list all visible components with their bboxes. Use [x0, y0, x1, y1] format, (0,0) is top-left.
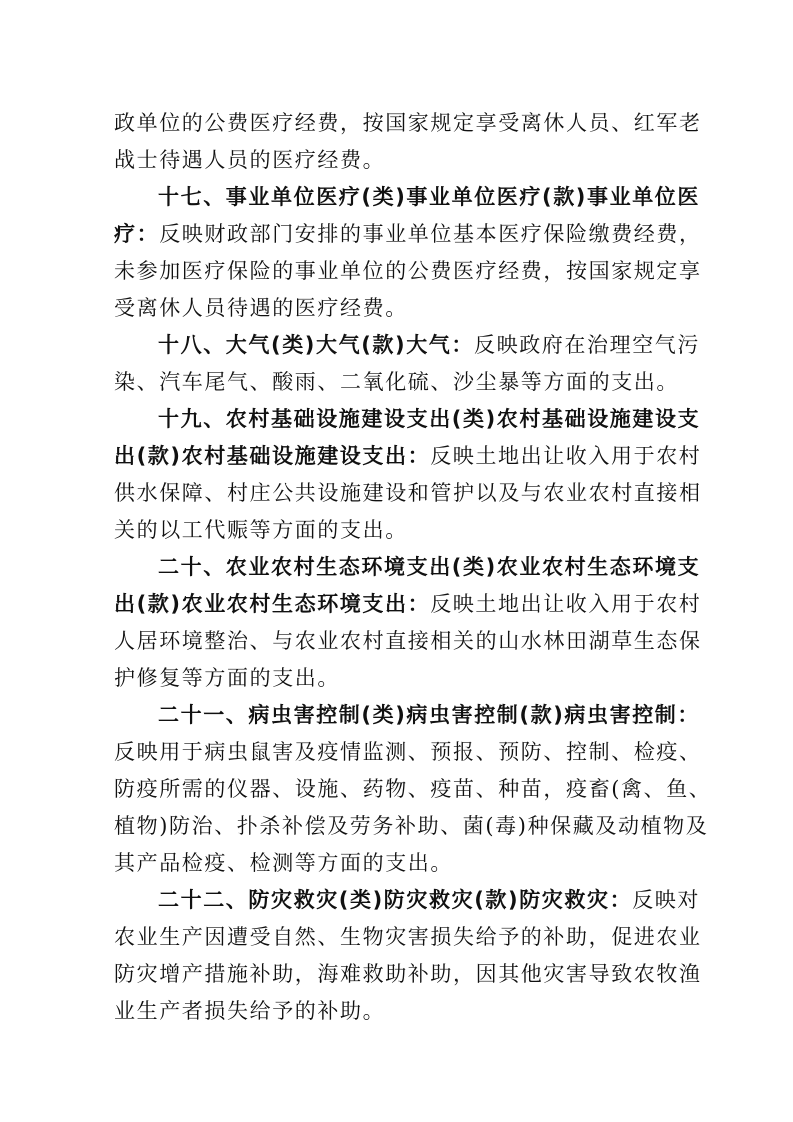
- text-line: [114, 441, 702, 471]
- line-body: 防疫所需的仪器、设施、药物、疫苗、种苗，疫畜(禽、鱼、: [114, 777, 712, 801]
- line-body: 人居环境整治、与农业农村直接相关的山水林田湖草生态保: [114, 629, 702, 653]
- line-body: 反映土地出让收入用于农村: [430, 444, 702, 468]
- line-body: 反映土地出让收入用于农村: [430, 592, 702, 616]
- line-body: 反映财政部门安排的事业单位基本医疗保险缴费经费，: [159, 222, 702, 246]
- line-heading: 十七、事业单位医疗(类)事业单位医疗(款)事业单位医: [158, 185, 700, 209]
- text-line: [114, 367, 689, 397]
- line-body: 护修复等方面的支出。: [114, 666, 340, 690]
- section-18-heading: [158, 330, 733, 360]
- line-body: 其产品检疫、检测等方面的支出。: [114, 851, 453, 875]
- line-heading: 二十、农业农村生态环境支出(类)农业农村生态环境支: [158, 555, 701, 579]
- text-line: [114, 108, 702, 138]
- text-line: [114, 811, 709, 841]
- line-body: 未参加医疗保险的事业单位的公费医疗经费，按国家规定享: [114, 259, 702, 283]
- line-body: 反映政府在治理空气污: [474, 333, 700, 357]
- line-body: 染、汽车尾气、酸雨、二氧化硫、沙尘暴等方面的支出。: [114, 370, 679, 394]
- line-body: 受离休人员待遇的医疗经费。: [114, 296, 408, 320]
- text-line: [114, 959, 702, 989]
- text-line: [114, 663, 689, 693]
- line-body: 农业生产因遭受自然、生物灾害损失给予的补助，促进农业: [114, 925, 702, 949]
- line-heading: 十九、农村基础设施建设支出(类)农村基础设施建设支: [158, 407, 701, 431]
- text-line: [114, 219, 702, 249]
- line-heading: 出(款)农业农村生态环境支出：: [114, 592, 431, 616]
- section-20-heading: [158, 552, 733, 582]
- line-body: 业生产者损失给予的补助。: [114, 999, 386, 1023]
- text-line: [114, 478, 702, 508]
- line-heading: 十八、大气(类)大气(款)大气：: [158, 333, 474, 357]
- text-line: [114, 774, 712, 804]
- section-22-heading: [158, 885, 733, 915]
- text-line: [114, 848, 689, 878]
- line-body: 防灾增产措施补助，海难救助补助，因其他灾害导致农牧渔: [114, 962, 702, 986]
- line-body: 关的以工代赈等方面的支出。: [114, 518, 408, 542]
- section-19-heading: [158, 404, 733, 434]
- line-heading: 二十二、防灾救灾(类)防灾救灾(款)防灾救灾：: [158, 888, 633, 912]
- line-heading: 二十一、病虫害控制(类)病虫害控制(款)病虫害控制：: [158, 703, 700, 727]
- line-body: 政单位的公费医疗经费，按国家规定享受离休人员、红军老: [114, 111, 702, 135]
- text-line: [114, 626, 702, 656]
- line-body: 战士待遇人员的医疗经费。: [114, 148, 386, 172]
- line-body: 反映用于病虫鼠害及疫情监测、预报、预防、控制、检疫、: [114, 740, 702, 764]
- section-17-heading: [158, 182, 733, 212]
- line-body: 反映对: [632, 888, 701, 912]
- text-line: [114, 515, 689, 545]
- text-line: [114, 256, 702, 286]
- line-heading: 疗：: [114, 222, 160, 246]
- text-line: [114, 589, 702, 619]
- text-line: [114, 922, 702, 952]
- text-line: [114, 996, 689, 1026]
- text-line: [114, 737, 702, 767]
- line-body: 供水保障、村庄公共设施建设和管护以及与农业农村直接相: [114, 481, 702, 505]
- line-body: 植物)防治、扑杀补偿及劳务补助、菌(毒)种保藏及动植物及: [114, 814, 709, 838]
- line-heading: 出(款)农村基础设施建设支出：: [114, 444, 431, 468]
- text-line: [114, 145, 689, 175]
- text-line: [114, 293, 689, 323]
- section-21-heading: [158, 700, 733, 730]
